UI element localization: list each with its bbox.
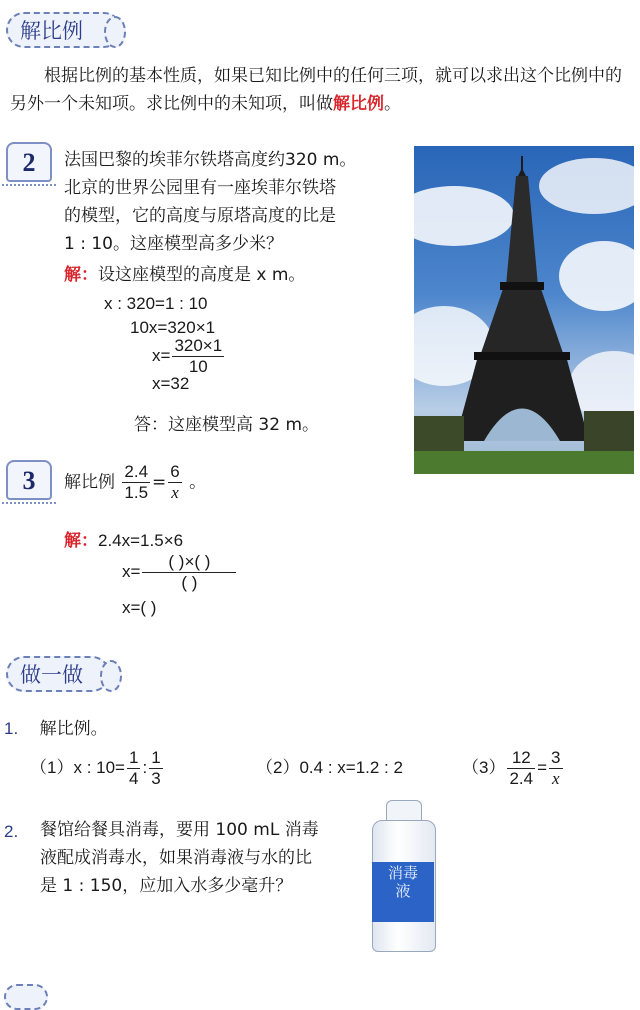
section-title: 解比例 — [20, 19, 83, 43]
fraction-numerator: 6 — [170, 462, 180, 481]
corner-cloud-decoration — [4, 984, 48, 1010]
q1-part-1-label: （1） — [30, 758, 74, 777]
example-3-step-2 — [122, 552, 238, 593]
example-2-line: 的模型，它的高度与原塔高度的比是 — [64, 206, 336, 226]
example-2-number: 2 — [22, 148, 36, 177]
fraction-numerator: 320×1 — [174, 336, 223, 355]
example-2-solution-text: 设这座模型的高度是 x m。 — [98, 265, 306, 285]
example-2-solution-intro — [64, 260, 305, 285]
example-2-frac-lhs: x= — [152, 345, 171, 365]
example-3-end: 。 — [189, 472, 207, 493]
fraction-denominator: x — [171, 483, 179, 502]
q2-line: 液配成消毒水，如果消毒液与水的比 — [40, 848, 312, 868]
intro-paragraph — [10, 62, 632, 118]
intro-end: 。 — [384, 94, 401, 114]
example-2-line: 北京的世界公园里有一座埃菲尔铁塔 — [64, 178, 336, 198]
example-3-prompt-row — [64, 462, 206, 503]
example-3-frac-lhs: x= — [122, 561, 141, 581]
fraction-numerator: 1 — [151, 748, 161, 768]
intro-text: 根据比例的基本性质，如果已知比例中的任何三项，就可以求出这个比例中的另外一个未知项。求比例中的未知项，叫做 — [10, 66, 622, 114]
q1-part-1-lhs: x : 10= — [73, 758, 125, 777]
eiffel-tower-illustration — [414, 146, 634, 474]
example-3-fraction-2 — [168, 462, 181, 503]
practice-title: 做一做 — [20, 663, 83, 687]
fraction-denominator: x — [552, 769, 560, 789]
bottle-label-text: 消毒液 — [388, 864, 419, 900]
q2-text — [40, 816, 360, 900]
q1-part-2-label: （2） — [256, 758, 300, 777]
example-2-problem — [64, 146, 404, 258]
example-3-blank-fraction — [142, 552, 236, 593]
fraction-numerator: 1 — [128, 748, 139, 768]
q1-heading — [4, 714, 108, 739]
intro-term: 解比例 — [333, 94, 384, 114]
example-3-step-1: 2.4x=1.5×6 — [98, 531, 184, 550]
example-2-badge — [6, 142, 52, 182]
example-2-result: x=32 — [152, 374, 190, 393]
section-title-pill-tail — [104, 16, 126, 48]
fraction-numerator: ( )×( ) — [142, 552, 236, 573]
example-2-step-3 — [152, 336, 226, 377]
fraction-denominator: 10 — [188, 357, 208, 376]
example-3-prompt: 解比例 — [64, 472, 115, 493]
q1-part-1-fraction-2 — [149, 748, 162, 789]
fraction-numerator: 12 — [507, 748, 535, 769]
q1-part-1-fraction-1 — [127, 748, 140, 789]
example-3-fraction-1 — [122, 462, 150, 503]
q1-part-3-fraction-2 — [549, 748, 562, 789]
q1-text: 解比例。 — [39, 719, 108, 739]
fraction-numerator: 2.4 — [124, 462, 149, 481]
example-3-number: 3 — [22, 466, 36, 495]
q1-part-2 — [256, 748, 403, 788]
example-2-step-1: x : 320=1 : 10 — [104, 294, 208, 313]
q2-number: 2. — [4, 822, 19, 841]
fraction-numerator: 3 — [551, 748, 561, 768]
example-2-answer: 答：这座模型高 32 m。 — [134, 415, 319, 435]
practice-title-pill — [6, 656, 110, 692]
example-3-solution — [64, 526, 183, 551]
eiffel-tower-photo — [414, 146, 634, 474]
fraction-denominator: ( ) — [181, 573, 198, 592]
example-2-line: 法国巴黎的埃菲尔铁塔高度约320 m。 — [64, 150, 357, 170]
q1-part-3-equals: = — [537, 758, 548, 777]
q1-part-1-colon: : — [142, 758, 148, 777]
example-3-badge — [6, 460, 52, 500]
q1-part-1 — [30, 748, 165, 789]
example-2-line: 1 : 10。这座模型高多少米？ — [64, 234, 283, 254]
example-2-step-2: 10x=320×1 — [130, 318, 216, 337]
q1-part-3 — [462, 748, 565, 789]
practice-title-pill-tail — [100, 660, 122, 692]
example-3-solution-label: 解： — [64, 531, 98, 551]
example-2-solution-label: 解： — [64, 265, 98, 285]
q1-part-3-label: （3） — [462, 758, 506, 777]
example-2-fraction — [172, 336, 224, 377]
fraction-denominator: 4 — [128, 769, 139, 789]
fraction-denominator: 3 — [151, 769, 161, 789]
fraction-denominator: 2.4 — [509, 769, 534, 789]
example-3-result: x=( ) — [122, 598, 157, 617]
q2-line: 是 1 : 150，应加入水多少毫升？ — [40, 876, 293, 896]
q1-part-2-text: 0.4 : x=1.2 : 2 — [299, 758, 403, 777]
fraction-denominator: 1.5 — [124, 483, 149, 502]
q2-line: 餐馆给餐具消毒，要用 100 mL 消毒 — [40, 820, 319, 840]
example-3-equals: = — [152, 472, 167, 493]
q1-number: 1. — [4, 719, 19, 738]
q1-part-3-fraction-1 — [507, 748, 535, 789]
